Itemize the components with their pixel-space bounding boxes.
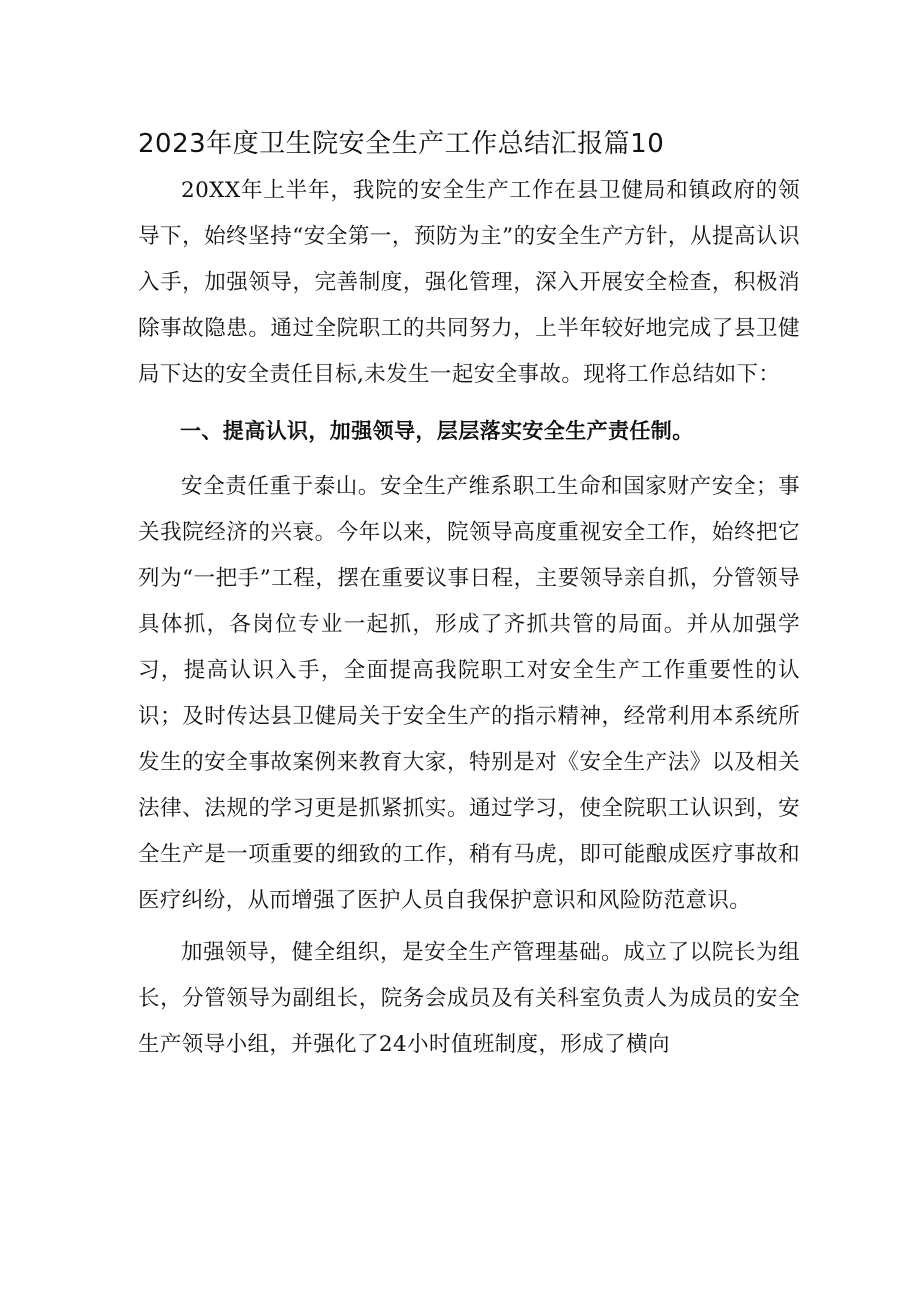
document-title: 2023年度卫生院安全生产工作总结汇报篇10 xyxy=(138,129,665,159)
intro-paragraph: 20XX年上半年，我院的安全生产工作在县卫健局和镇政府的领导下，始终坚持“安全第一，预防为主”的安全生产方针，从提高认识入手，加强领导，完善制度，强化管理，深入开展安全检查，积极消除事故隐患。通过全院职工的共同努力，上半年较好地完成了县卫健局下达的安全责任目标,未发生一起安全事故。现将工作总结如下： xyxy=(138,178,800,387)
section-heading: 一、提高认识，加强领导，层层落实安全生产责任制。 xyxy=(180,419,694,443)
body-paragraph-organization: 加强领导，健全组织，是安全生产管理基础。成立了以院长为组长，分管领导为副组长，院务会成员及有关科室负责人为成员的安全生产领导小组，并强化了24小时值班制度，形成了横向 xyxy=(138,940,800,1057)
body-paragraph-responsibility: 安全责任重于泰山。安全生产维系职工生命和国家财产安全；事关我院经济的兴衰。今年以来，院领导高度重视安全工作，始终把它列为“一把手”工程，摆在重要议事日程，主要领导亲自抓，分管领导具体抓，各岗位专业一起抓，形成了齐抓共管的局面。并从加强学习，提高认识入手，全面提高我院职工对安全生产工作重要性的认识；及时传达县卫健局关于安全生产的指示精神，经常利用本系统所发生的安全事故案例来教育大家，特别是对《安全生产法》以及相关法律、法规的学习更是抓紧抓实。通过学习，使全院职工认识到，安全生产是一项重要的细致的工作，稍有马虎，即可能酿成医疗事故和医疗纠纷，从而增强了医护人员自我保护意识和风险防范意识。 xyxy=(138,474,800,913)
document-body xyxy=(138,168,800,1068)
